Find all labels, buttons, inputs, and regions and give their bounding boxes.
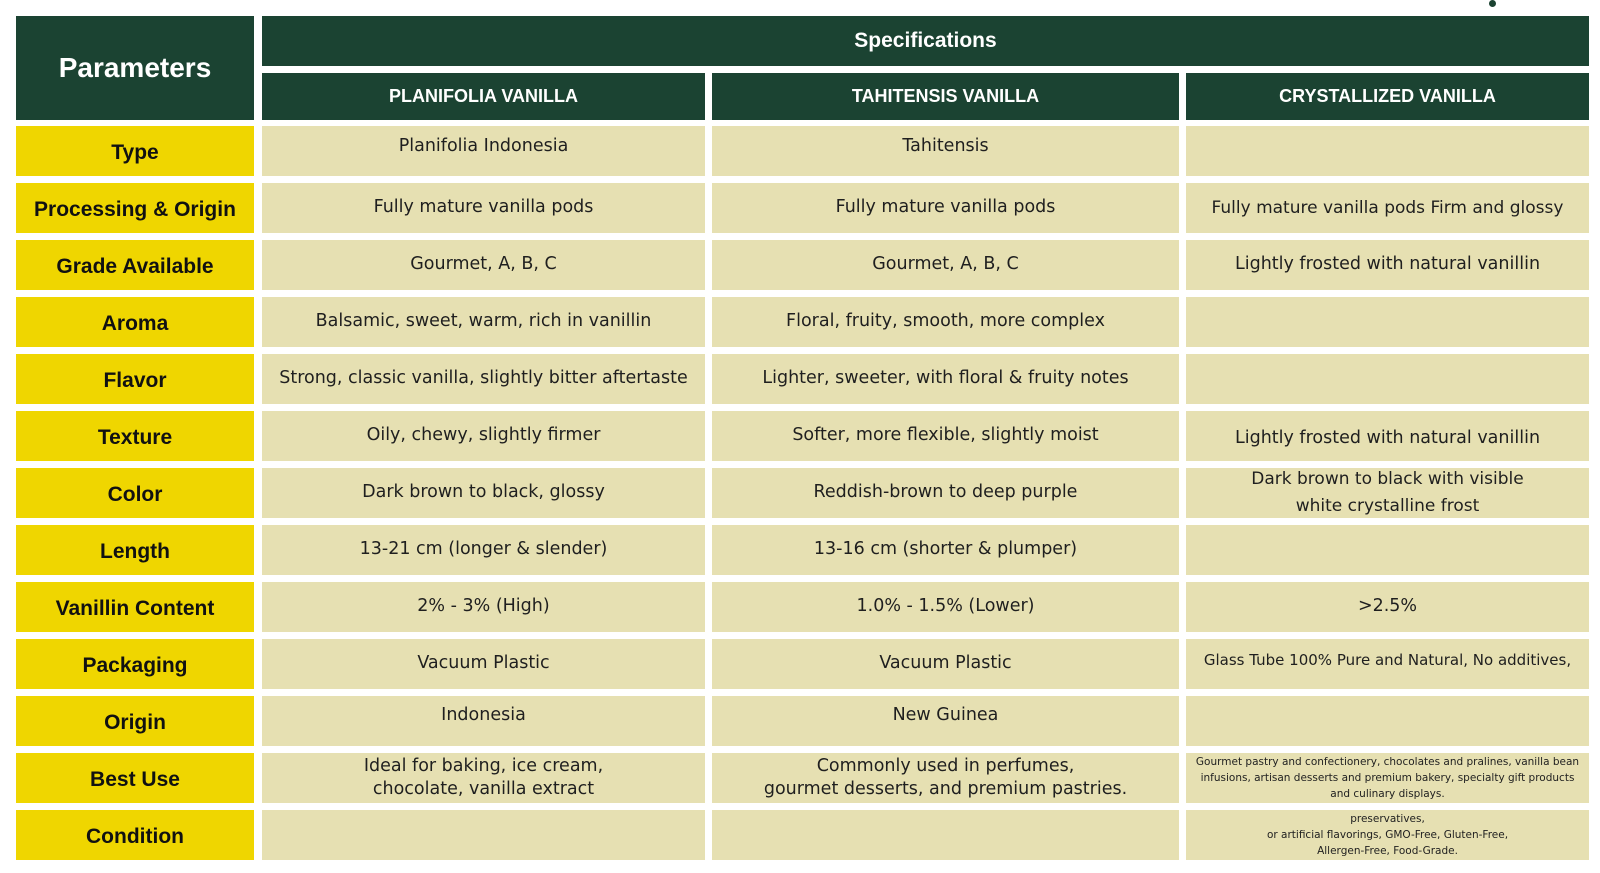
param-cell: Color [16,468,254,518]
spec-table-body [0,126,1600,867]
planifolia-cell: Ideal for baking, ice cream, chocolate, vanilla extract [262,753,705,803]
crystallized-cell: preservatives, or artificial flavorings, GMO-Free, Gluten-Free, Allergen-Free, Food-Grade. [1186,810,1589,860]
table-row [0,582,1600,639]
planifolia-cell: 13-21 cm (longer & slender) [262,525,705,575]
table-row [0,126,1600,183]
planifolia-cell: Strong, classic vanilla, slightly bitter aftertaste [262,354,705,404]
param-cell: Type [16,126,254,176]
tahitensis-cell: Commonly used in perfumes, gourmet desserts, and premium pastries. [712,753,1179,803]
param-cell: Flavor [16,354,254,404]
tahitensis-cell: Tahitensis [712,126,1179,176]
table-row [0,753,1600,810]
table-row [0,696,1600,753]
param-cell: Condition [16,810,254,860]
crystallized-cell [1186,696,1589,746]
column-header-crystallized: CRYSTALLIZED VANILLA [1186,73,1589,120]
planifolia-cell: Oily, chewy, slightly firmer [262,411,705,461]
column-header-planifolia: PLANIFOLIA VANILLA [262,73,705,120]
parameters-header: Parameters [16,16,254,120]
tahitensis-cell: Vacuum Plastic [712,639,1179,689]
planifolia-cell: Indonesia [262,696,705,746]
crystallized-cell: >2.5% [1186,582,1589,632]
crystallized-cell: Gourmet pastry and confectionery, chocolates and pralines, vanilla bean infusions, artisan desserts and premium bakery, specialty gift products and culinary displays. [1186,753,1589,803]
param-cell: Grade Available [16,240,254,290]
crystallized-cell [1186,525,1589,575]
table-row [0,639,1600,696]
tahitensis-cell: Softer, more flexible, slightly moist [712,411,1179,461]
tahitensis-cell: Floral, fruity, smooth, more complex [712,297,1179,347]
crystallized-cell: Lightly frosted with natural vanillin [1186,240,1589,290]
decorative-dot [1489,0,1496,7]
planifolia-cell: Fully mature vanilla pods [262,183,705,233]
table-row [0,468,1600,525]
specifications-header: Specifications [262,16,1589,66]
param-cell: Best Use [16,753,254,803]
crystallized-cell [1186,126,1589,176]
crystallized-cell: Dark brown to black with visible white crystalline frost [1186,468,1589,518]
param-cell: Length [16,525,254,575]
tahitensis-cell: Reddish-brown to deep purple [712,468,1179,518]
planifolia-cell: Planifolia Indonesia [262,126,705,176]
param-cell: Packaging [16,639,254,689]
param-cell: Processing & Origin [16,183,254,233]
planifolia-cell: Dark brown to black, glossy [262,468,705,518]
column-header-tahitensis: TAHITENSIS VANILLA [712,73,1179,120]
crystallized-cell [1186,354,1589,404]
table-row [0,525,1600,582]
table-row [0,411,1600,468]
tahitensis-cell: Fully mature vanilla pods [712,183,1179,233]
crystallized-cell: Lightly frosted with natural vanillin [1186,411,1589,461]
tahitensis-cell: Gourmet, A, B, C [712,240,1179,290]
crystallized-cell [1186,297,1589,347]
param-cell: Aroma [16,297,254,347]
table-row [0,810,1600,867]
tahitensis-cell: New Guinea [712,696,1179,746]
tahitensis-cell: 13-16 cm (shorter & plumper) [712,525,1179,575]
table-row [0,354,1600,411]
table-row [0,297,1600,354]
table-row [0,183,1600,240]
planifolia-cell: Vacuum Plastic [262,639,705,689]
tahitensis-cell: Lighter, sweeter, with floral & fruity notes [712,354,1179,404]
tahitensis-cell: 1.0% - 1.5% (Lower) [712,582,1179,632]
param-cell: Origin [16,696,254,746]
param-cell: Vanillin Content [16,582,254,632]
tahitensis-cell [712,810,1179,860]
crystallized-cell: Fully mature vanilla pods Firm and glossy [1186,183,1589,233]
planifolia-cell: Balsamic, sweet, warm, rich in vanillin [262,297,705,347]
planifolia-cell: Gourmet, A, B, C [262,240,705,290]
crystallized-cell: Glass Tube 100% Pure and Natural, No additives, [1186,639,1589,689]
planifolia-cell [262,810,705,860]
planifolia-cell: 2% - 3% (High) [262,582,705,632]
table-row [0,240,1600,297]
param-cell: Texture [16,411,254,461]
